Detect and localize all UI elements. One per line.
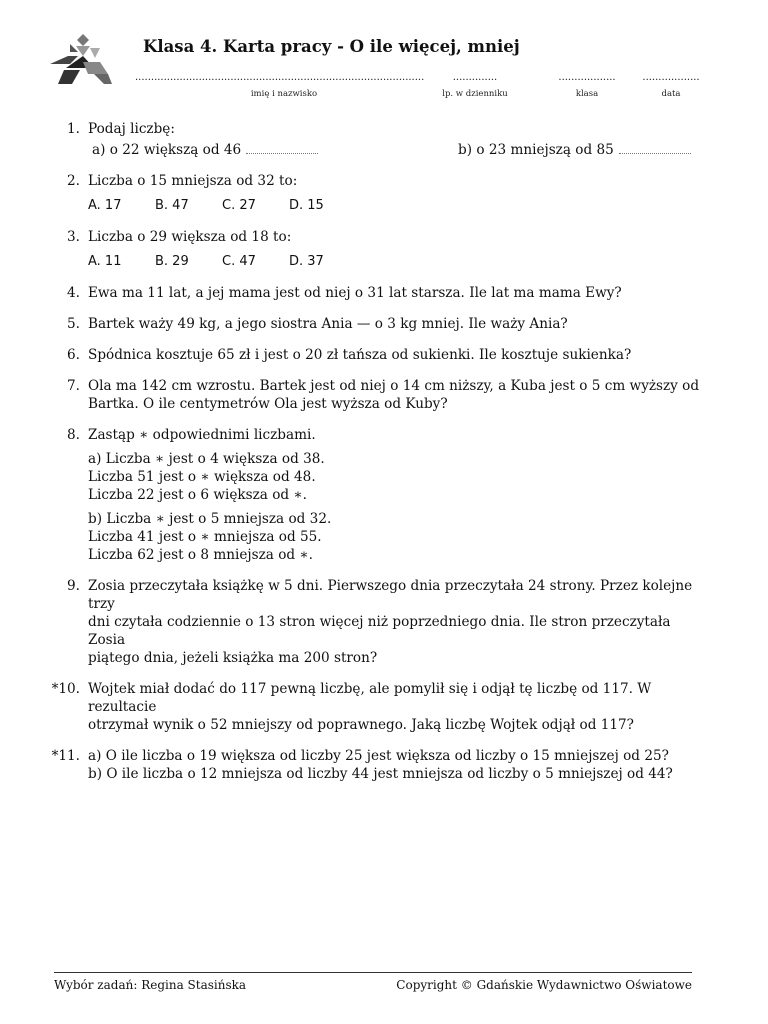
name-field-label: imię i nazwisko — [250, 89, 318, 99]
option-b[interactable]: B. 47 — [155, 198, 189, 213]
register-number-label: lp. w dzienniku — [442, 89, 508, 99]
task-2 — [44, 172, 704, 215]
task-8a-line: a) Liczba ∗ jest o 4 większa od 38. — [88, 451, 325, 467]
task-text-line: dni czytała codziennie o 13 stron więcej niż poprzedniego dnia. Ile stron przeczytała Zosia — [88, 614, 671, 648]
task-text-line: Wojtek miał dodać do 117 pewną liczbę, ale pomylił się i odjął tę liczbę od 117. W rezultacie — [88, 681, 652, 715]
task-text: Podaj liczbę: — [88, 121, 175, 137]
task-4 — [44, 284, 704, 302]
task-7 — [44, 377, 704, 413]
footer-divider — [54, 972, 692, 973]
task-text: Liczba o 15 mniejsza od 32 to: — [88, 173, 298, 189]
name-field[interactable] — [135, 72, 433, 99]
task-text: Ewa ma 11 lat, a jej mama jest od niej o 31 lat starsza. Ile lat ma mama Ewy? — [88, 285, 622, 301]
task-8a-line: Liczba 51 jest o ∗ większa od 48. — [88, 469, 316, 485]
task-1 — [44, 120, 704, 159]
class-field-label: klasa — [575, 89, 599, 99]
task-text-line: a) O ile liczba o 19 większa od liczby 25 jest większa od liczby o 15 mniejszej od 25? — [88, 748, 669, 764]
option-a[interactable]: A. 11 — [88, 254, 122, 269]
task-number: *10. — [51, 681, 80, 697]
date-field-label: data — [661, 89, 681, 99]
footer-copyright: Copyright © Gdańskie Wydawnictwo Oświatowe — [396, 978, 692, 992]
task-text-line: Bartka. O ile centymetrów Ola jest wyższa od Kuby? — [88, 396, 448, 412]
task-list — [44, 120, 704, 796]
task-text-line: Ola ma 142 cm wzrostu. Bartek jest od niej o 14 cm niższy, a Kuba jest o 5 cm wyższy od — [88, 378, 700, 394]
task-8b-line: Liczba 41 jest o ∗ mniejsza od 55. — [88, 529, 322, 545]
task-text: Liczba o 29 większa od 18 to: — [88, 229, 292, 245]
task-8a-line: Liczba 22 jest o 6 większa od ∗. — [88, 487, 307, 503]
answer-blank-1b[interactable] — [619, 141, 691, 154]
option-b[interactable]: B. 29 — [155, 254, 189, 269]
task-8b-line: b) Liczba ∗ jest o 5 mniejsza od 32. — [88, 511, 332, 527]
task-8b-line: Liczba 62 jest o 8 mniejsza od ∗. — [88, 547, 313, 563]
task-11 — [44, 747, 704, 783]
register-number-dots: .............. — [452, 72, 498, 83]
task-1a-text: a) o 22 większą od 46 — [92, 142, 242, 158]
option-c[interactable]: C. 27 — [222, 198, 256, 213]
task-text-line: piątego dnia, jeżeli książka ma 200 stron? — [88, 650, 378, 666]
task-number: 5. — [67, 316, 80, 332]
answer-blank-1a[interactable] — [246, 141, 318, 154]
task-number: 1. — [67, 121, 80, 137]
task-text-line: otrzymał wynik o 52 mniejszy od poprawnego. Jaką liczbę Wojtek odjął od 117? — [88, 717, 634, 733]
task-number: 2. — [67, 173, 80, 189]
task-number: 6. — [67, 347, 80, 363]
option-a[interactable]: A. 17 — [88, 198, 122, 213]
name-field-dots: ........................................................................................... — [135, 72, 425, 83]
task-text: Spódnica kosztuje 65 zł i jest o 20 zł tańsza od sukienki. Ile kosztuje sukienka? — [88, 347, 632, 363]
task-number: 3. — [67, 229, 80, 245]
option-d[interactable]: D. 15 — [289, 198, 324, 213]
task-text-line: b) O ile liczba o 12 mniejsza od liczby 44 jest mniejsza od liczby o 5 mniejszej od 44? — [88, 766, 673, 782]
task-number: *11. — [51, 748, 80, 764]
option-d[interactable]: D. 37 — [289, 254, 324, 269]
task-10 — [44, 680, 704, 734]
task-number: 7. — [67, 378, 80, 394]
task-9 — [44, 577, 704, 667]
publisher-logo-icon — [48, 34, 118, 90]
task-5 — [44, 315, 704, 333]
register-number-field[interactable] — [440, 72, 510, 99]
class-field[interactable] — [552, 72, 622, 99]
task-number: 4. — [67, 285, 80, 301]
task-8 — [44, 426, 704, 564]
date-field[interactable] — [636, 72, 706, 99]
task-6 — [44, 346, 704, 364]
task-1b-text: b) o 23 mniejszą od 85 — [458, 142, 614, 158]
task-text: Bartek waży 49 kg, a jego siostra Ania — o 3 kg mniej. Ile waży Ania? — [88, 316, 568, 332]
task-text: Zastąp ∗ odpowiednimi liczbami. — [88, 427, 316, 443]
task-text-line: Zosia przeczytała książkę w 5 dni. Pierwszego dnia przeczytała 24 strony. Przez kolejne trzy — [88, 578, 693, 612]
class-field-dots: .................. — [558, 72, 616, 83]
footer-author: Wybór zadań: Regina Stasińska — [54, 978, 247, 992]
option-c[interactable]: C. 47 — [222, 254, 256, 269]
task-3 — [44, 228, 704, 271]
task-number: 9. — [67, 578, 80, 594]
date-field-dots: .................. — [642, 72, 700, 83]
worksheet-title: Klasa 4. Karta pracy - O ile więcej, mniej — [143, 37, 520, 56]
task-number: 8. — [67, 427, 80, 443]
